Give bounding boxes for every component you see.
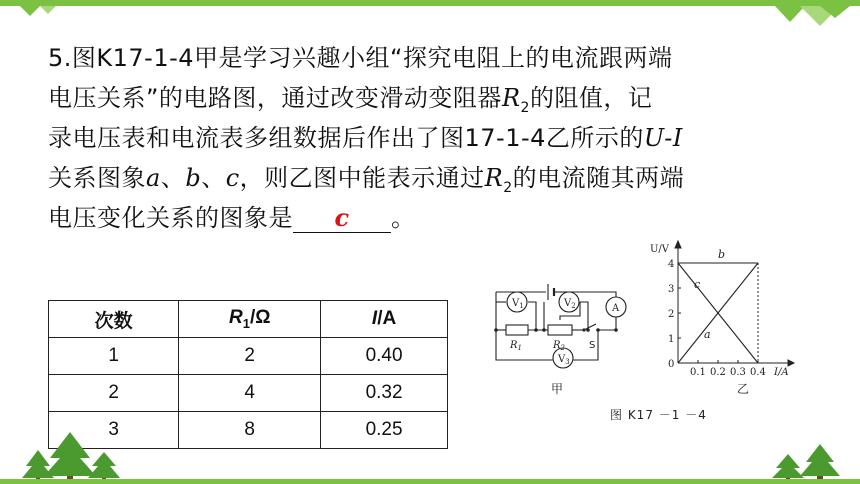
voltmeter-v2-icon	[559, 292, 579, 312]
table-header-row	[49, 301, 448, 338]
question-line-5	[48, 198, 818, 238]
q-text: 的电流随其两端	[512, 164, 685, 192]
header-current	[321, 301, 448, 338]
x-tick-label: 0.3	[730, 367, 746, 378]
tree-decoration	[0, 420, 860, 484]
curve-label: a	[704, 328, 711, 341]
table-row	[49, 338, 448, 375]
table-row	[49, 375, 448, 412]
y-tick-label: 0	[668, 359, 675, 370]
answer-text: c	[334, 203, 350, 232]
curve-label: b	[718, 248, 726, 261]
answer-blank[interactable]	[293, 203, 391, 233]
q-var: R	[501, 84, 521, 112]
top-decoration	[0, 0, 860, 30]
x-tick-label: 0.4	[750, 367, 766, 378]
r2-label: $R_2$	[553, 340, 565, 352]
table-cell: 2	[49, 375, 179, 412]
bottom-accent-bar	[0, 479, 860, 484]
q-sub: 2	[520, 99, 530, 116]
v1-label: $V_1$	[512, 298, 524, 310]
header-count: 次数	[49, 301, 179, 338]
q-text: 。	[391, 204, 416, 232]
table-cell: 2	[179, 338, 321, 375]
header-i-unit: /A	[377, 308, 397, 329]
graph-caption: 乙	[737, 382, 750, 396]
x-tick-label: 0.2	[710, 367, 726, 378]
q-text: 关系图象	[48, 164, 146, 192]
header-i-var: I	[371, 308, 378, 329]
y-tick-label: 3	[668, 284, 675, 295]
ammeter-icon	[606, 297, 626, 317]
graph-ylabel: U/V	[650, 244, 670, 255]
q-text: ，则乙图中能表示通过	[239, 164, 485, 192]
curve-label: c	[694, 278, 701, 291]
figure-caption: 图 K17 －1 －4	[610, 408, 707, 422]
q-text: 、	[160, 164, 186, 192]
header-resistance	[179, 301, 321, 338]
question-line-1-text: 5.图K17-1-4甲是学习兴趣小组“探究电阻上的电流跟两端	[48, 44, 673, 72]
circuit-caption: 甲	[551, 382, 564, 396]
y-tick-label: 1	[668, 334, 675, 345]
q-text: 录电压表和电流表多组数据后作出了图17-1-4乙所示的	[48, 124, 644, 152]
q-text: 的阻值，记	[529, 84, 653, 112]
table-cell: 0.25	[321, 412, 448, 449]
question-line-3	[48, 118, 818, 158]
y-tick-label: 2	[668, 309, 675, 320]
circuit-diagram	[488, 262, 638, 380]
v3-label: $V_3$	[558, 354, 570, 366]
table-cell: 4	[179, 375, 321, 412]
header-r-sub: 1	[242, 315, 250, 331]
q-var: c	[225, 164, 240, 192]
q-text: 、	[201, 164, 226, 192]
header-r-var: R	[228, 307, 243, 329]
table-cell: 1	[49, 338, 179, 375]
question-text	[48, 38, 818, 238]
table-cell: 3	[49, 412, 179, 449]
q-sub: 2	[503, 179, 513, 196]
r1-label: $R_1$	[510, 340, 522, 352]
v2-label: $V_2$	[564, 298, 576, 310]
x-tick-label: 0.1	[690, 367, 706, 378]
switch-label: S	[589, 340, 596, 351]
graph-xlabel: I/A	[774, 367, 789, 378]
ammeter-label: A	[612, 303, 620, 314]
y-tick-label: 4	[668, 259, 675, 270]
q-text: 电压关系”的电路图，通过改变滑动变阻器	[48, 84, 502, 112]
question-line-1	[48, 38, 818, 78]
header-r-unit: /Ω	[249, 307, 271, 329]
table-cell: 0.40	[321, 338, 448, 375]
ui-graph	[648, 238, 798, 378]
table-cell: 0.32	[321, 375, 448, 412]
q-var: b	[185, 164, 202, 192]
question-line-2	[48, 78, 818, 118]
q-var: a	[146, 164, 161, 192]
table-cell: 8	[179, 412, 321, 449]
q-var: U-I	[643, 124, 683, 152]
q-var: R	[484, 164, 504, 192]
q-text: 电压变化关系的图象是	[48, 204, 293, 232]
question-line-4	[48, 158, 818, 198]
voltmeter-v1-icon	[507, 292, 527, 312]
